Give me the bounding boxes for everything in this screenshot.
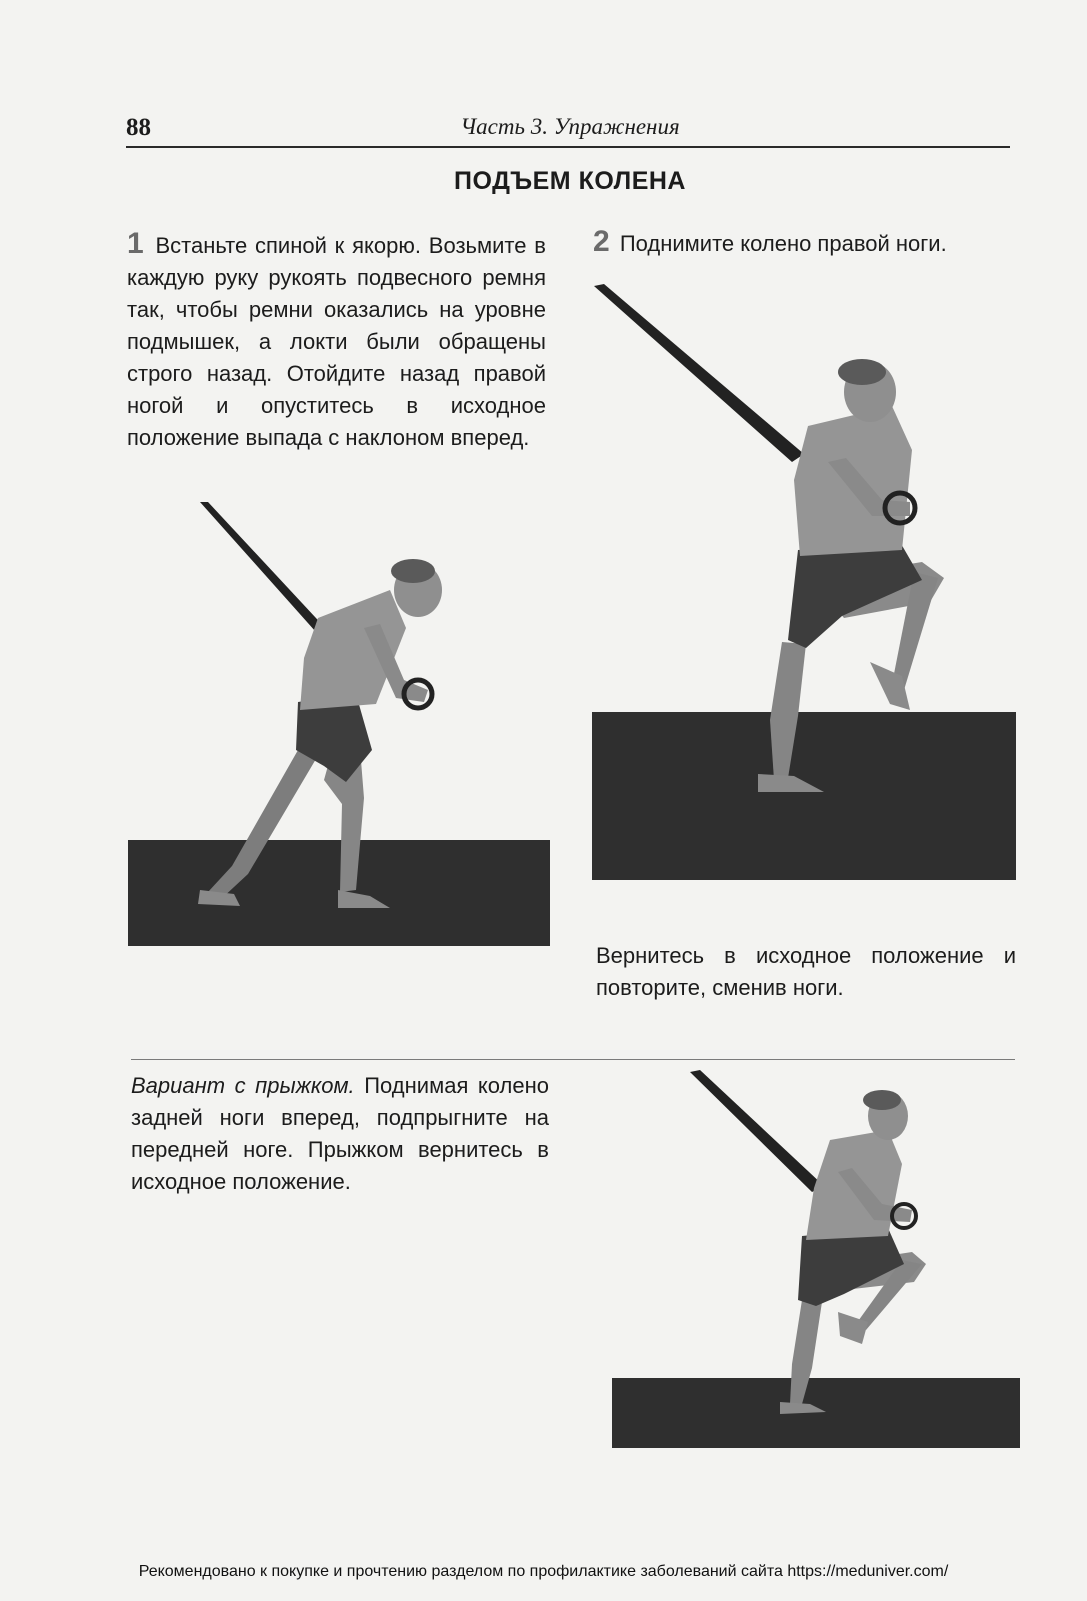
running-head: Часть 3. Упражнения xyxy=(460,114,680,139)
page-number: 88 xyxy=(126,114,151,141)
step-1 xyxy=(127,228,546,454)
step-2-text: Поднимите колено правой ноги. xyxy=(619,231,947,256)
photo-lunge-start xyxy=(128,498,550,946)
step-2-number: 2 xyxy=(593,225,610,258)
footer-note: Рекомендовано к покупке и прочтению разделом по профилактике заболеваний сайта https://meduniver.com/ xyxy=(138,1563,949,1580)
photo-knee-raise xyxy=(592,280,1016,880)
return-note: Вернитесь в исходное положение и повторите, сменив ноги. xyxy=(596,943,1016,1000)
variant-paragraph xyxy=(131,1070,549,1198)
variant-lead: Вариант с прыжком. xyxy=(131,1073,355,1098)
step-2 xyxy=(593,226,1013,260)
header-rule xyxy=(126,146,1010,148)
section-title: ПОДЪЕМ КОЛЕНА xyxy=(454,167,686,195)
section-rule xyxy=(131,1059,1015,1060)
step-1-number: 1 xyxy=(127,227,144,260)
variant-text: Поднимая колено задней ноги вперед, подпрыгните на передней ноге. Прыжком вернитесь в исходное положение. xyxy=(131,1073,549,1194)
photo-jump-variant xyxy=(612,1068,1020,1448)
step-1-text: Встаньте спиной к якорю. Возьмите в каждую руку рукоять подвесного ремня так, чтобы ремни оказались на уровне подмышек, а локти были обращены строго назад. Отойдите назад правой ногой и опуститесь в исходное положение выпада с наклоном вперед. xyxy=(127,233,546,450)
